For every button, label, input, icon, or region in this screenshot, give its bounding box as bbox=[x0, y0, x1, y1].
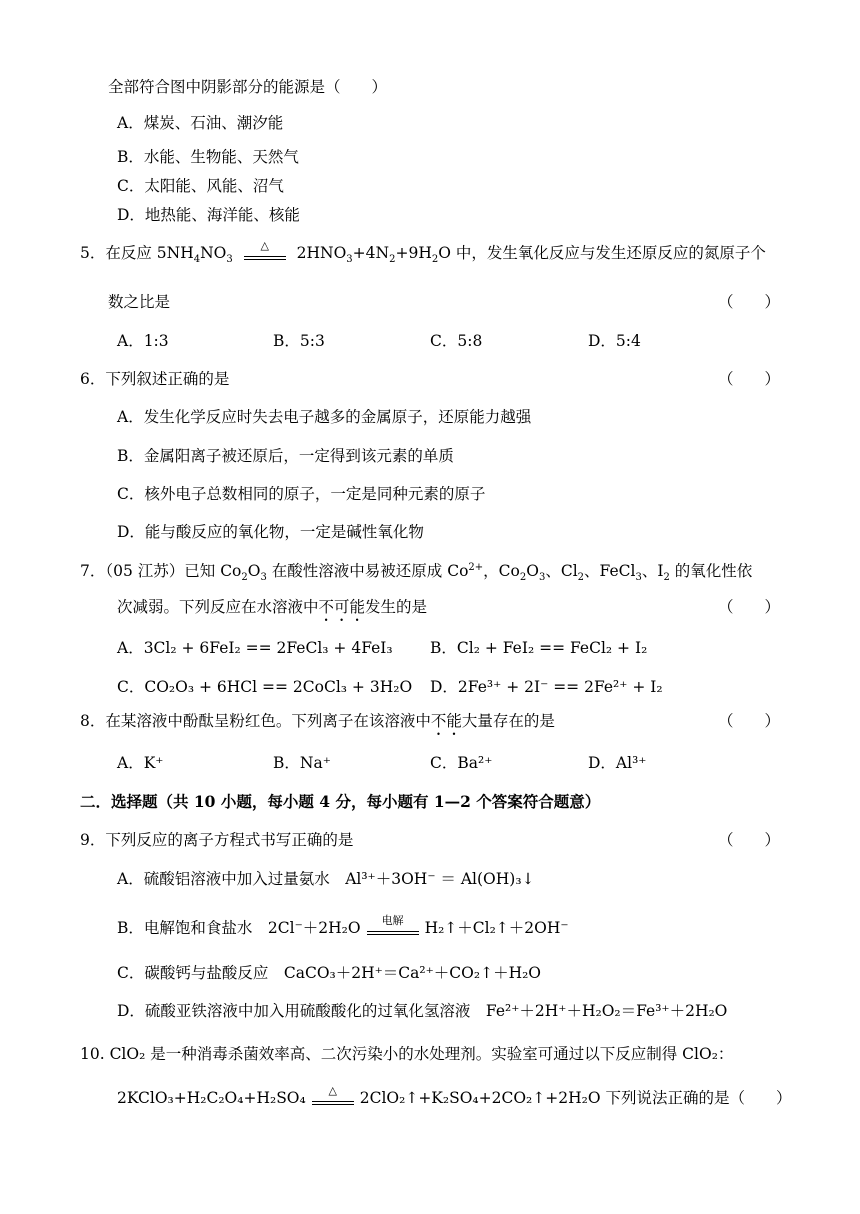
q8-stem: 8．在某溶液中酚酞呈粉红色。下列离子在该溶液中不能大量存在的是 bbox=[80, 712, 555, 730]
q6-answer-paren: （ ） bbox=[718, 370, 781, 388]
q7-stem-line1: 7．（05 江苏）已知 $Co_2O_3$ 在酸性溶液中易被还原成 $Co^{2+}$，$Co_2O_3$、$Cl_2$、FeCl$_3$、$I_2$ 的氧化性依 bbox=[80, 561, 753, 584]
q6-stem: 6．下列叙述正确的是 bbox=[80, 370, 230, 388]
q4-option-b: B．水能、生物能、天然气 bbox=[117, 148, 299, 166]
q6-option-d: D．能与酸反应的氧化物，一定是碱性氧化物 bbox=[117, 523, 424, 541]
q9-option-c: C．碳酸钙与盐酸反应 CaCO₃＋2H⁺＝Ca²⁺＋CO₂↑＋H₂O bbox=[117, 964, 542, 982]
q5-option-c: C．5:8 bbox=[430, 332, 483, 350]
q10-stem-line1: 10. ClO₂ 是一种消毒杀菌效率高、二次污染小的水处理剂。实验室可通过以下反应制得 ClO₂： bbox=[80, 1045, 734, 1063]
q4-option-c: C．太阳能、风能、沼气 bbox=[117, 177, 284, 195]
q8-option-c: C．Ba²⁺ bbox=[430, 754, 493, 772]
q7-answer-paren: （ ） bbox=[718, 598, 781, 616]
q9-option-d: D．硫酸亚铁溶液中加入用硫酸酸化的过氧化氢溶液 Fe²⁺＋2H⁺＋H₂O₂＝Fe³⁺＋2H₂O bbox=[117, 1002, 728, 1020]
q7-option-c: C．CO₂O₃ + 6HCl == 2CoCl₃ + 3H₂O bbox=[117, 678, 413, 696]
q6-option-c: C．核外电子总数相同的原子，一定是同种元素的原子 bbox=[117, 485, 486, 503]
q6-option-b: B．金属阳离子被还原后，一定得到该元素的单质 bbox=[117, 447, 454, 465]
q5-stem-line1: 5．在反应 $5NH_4NO_3$ △ $2HNO_3+4N_2+9H_2O$ 中，发生氧化反应与发生还原反应的氮原子个 bbox=[80, 239, 766, 266]
section-heading: 二．选择题（共 10 小题，每小题 4 分，每小题有 1—2 个答案符合题意） bbox=[80, 792, 601, 811]
q5-stem-line2: 数之比是 bbox=[108, 293, 171, 311]
q6-option-a: A．发生化学反应时失去电子越多的金属原子，还原能力越强 bbox=[117, 408, 532, 426]
q8-option-b: B．Na⁺ bbox=[273, 754, 331, 772]
emphasis-dotted-text: 不可能 bbox=[318, 598, 366, 616]
q4-option-a: A．煤炭、石油、潮汐能 bbox=[117, 114, 284, 132]
q10-stem-line2: 2KClO₃+H₂C₂O₄+H₂SO₄ △ 2ClO₂↑+K₂SO₄+2CO₂↑+2H₂O 下列说法正确的是（ ） bbox=[117, 1084, 792, 1107]
q9-stem: 9．下列反应的离子方程式书写正确的是 bbox=[80, 831, 354, 849]
q8-option-d: D．Al³⁺ bbox=[588, 754, 647, 772]
q9-answer-paren: （ ） bbox=[718, 831, 781, 849]
q7-option-b: B．Cl₂ + FeI₂ == FeCl₂ + I₂ bbox=[430, 639, 648, 657]
heat-condition-symbol: △ bbox=[310, 1089, 356, 1109]
q4-intro: 全部符合图中阴影部分的能源是（ ） bbox=[108, 78, 388, 96]
q7-option-a: A．3Cl₂ + 6FeI₂ == 2FeCl₃ + 4FeI₃ bbox=[117, 639, 393, 657]
q5-option-d: D．5:4 bbox=[588, 332, 641, 350]
q8-option-a: A．K⁺ bbox=[117, 754, 164, 772]
q7-stem-line2: 次减弱。下列反应在水溶液中不可能发生的是 bbox=[117, 598, 428, 616]
q7-option-d: D．2Fe³⁺ + 2I⁻ == 2Fe²⁺ + I₂ bbox=[430, 678, 663, 696]
q8-answer-paren: （ ） bbox=[718, 712, 781, 730]
emphasis-dotted-text: 不能 bbox=[430, 712, 462, 730]
q5-option-a: A．1:3 bbox=[117, 332, 169, 350]
q5-answer-paren: （ ） bbox=[718, 293, 781, 311]
q9-option-b: B．电解饱和食盐水 2Cl⁻＋2H₂O 电解 H₂↑＋Cl₂↑＋2OH⁻ bbox=[117, 914, 569, 937]
q5-option-b: B．5:3 bbox=[273, 332, 325, 350]
electrolysis-condition-symbol: 电解 bbox=[365, 919, 421, 939]
heat-condition-symbol: △ bbox=[242, 244, 288, 264]
q4-option-d: D．地热能、海洋能、核能 bbox=[117, 206, 300, 224]
q9-option-a: A．硫酸铝溶液中加入过量氨水 Al³⁺＋3OH⁻ ＝ Al(OH)₃↓ bbox=[117, 870, 535, 888]
